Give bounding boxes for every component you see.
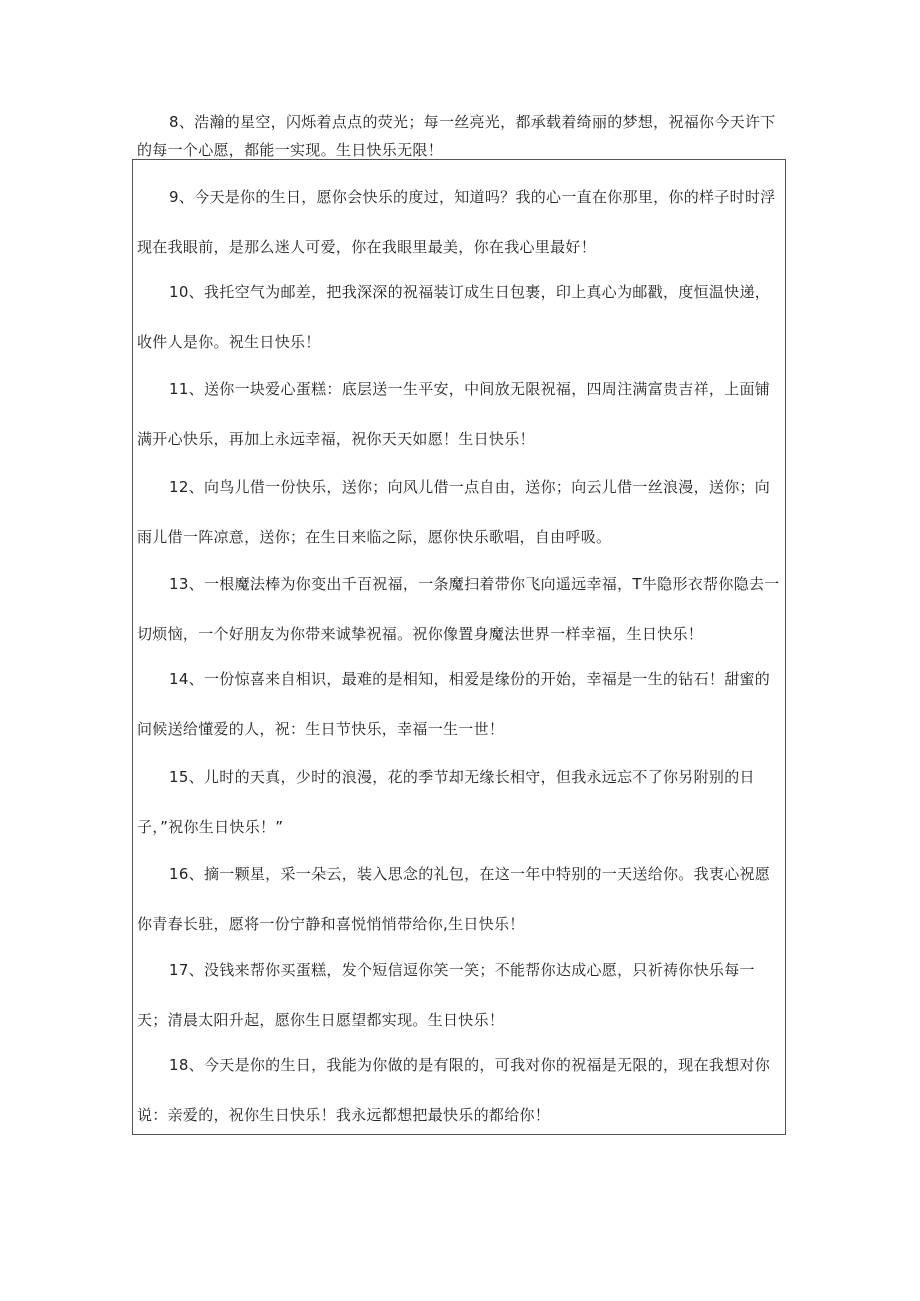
paragraph-18: 18、今天是你的生日，我能为你做的是有限的，可我对你的祝福是无限的，现在我想对你说：亲爱的，祝你生日快乐！我永远都想把最快乐的都给你！ (137, 1056, 771, 1124)
paragraph-10: 10、我托空气为邮差，把我深深的祝福装订成生日包裹，印上真心为邮戳，度恒温快递，收件人是你。祝生日快乐！ (137, 283, 771, 351)
paragraph-13: 13、一根魔法棒为你变出千百祝福，一条魔扫着带你飞向遥远幸福，T牛隐形衣帮你隐去一切烦恼，一个好朋友为你带来诚挚祝福。祝你像置身魔法世界一样幸福，生日快乐！ (137, 575, 780, 643)
paragraph-12: 12、向鸟儿借一份快乐，送你；向风儿借一点自由，送你；向云儿借一丝浪漫，送你；向雨儿借一阵凉意，送你；在生日来临之际，愿你快乐歌唱，自由呼吸。 (137, 478, 771, 546)
paragraph-8: 8、浩瀚的星空，闪烁着点点的荧光；每一丝亮光，都承载着绮丽的梦想，祝福你今天许下的每一个心愿，都能一实现。生日快乐无限！ (137, 113, 776, 159)
content-box (132, 159, 786, 1135)
paragraph-14: 14、一份惊喜来自相识，最难的是相知，相爱是缘份的开始，幸福是一生的钻石！甜蜜的问候送给懂爱的人，祝：生日节快乐，幸福一生一世！ (137, 670, 771, 738)
paragraph-11: 11、送你一块爱心蛋糕：底层送一生平安，中间放无限祝福，四周注满富贵吉祥，上面铺满开心快乐，再加上永远幸福，祝你天天如愿！生日快乐！ (137, 380, 771, 448)
paragraph-16: 16、摘一颗星，采一朵云，装入思念的礼包，在这一年中特别的一天送给你。我衷心祝愿你青春长驻，愿将一份宁静和喜悦悄悄带给你,生日快乐！ (137, 865, 771, 933)
paragraph-9: 9、今天是你的生日，愿你会快乐的度过，知道吗？我的心一直在你那里，你的样子时时浮现在我眼前，是那么迷人可爱，你在我眼里最美，你在我心里最好！ (137, 188, 776, 256)
paragraph-17: 17、没钱来帮你买蛋糕，发个短信逗你笑一笑；不能帮你达成心愿，只祈祷你快乐每一天；清晨太阳升起，愿你生日愿望都实现。生日快乐！ (137, 961, 755, 1029)
paragraph-15: 15、儿时的天真，少时的浪漫，花的季节却无缘长相守，但我永远忘不了你另附别的日子，”祝你生日快乐！” (137, 768, 755, 836)
